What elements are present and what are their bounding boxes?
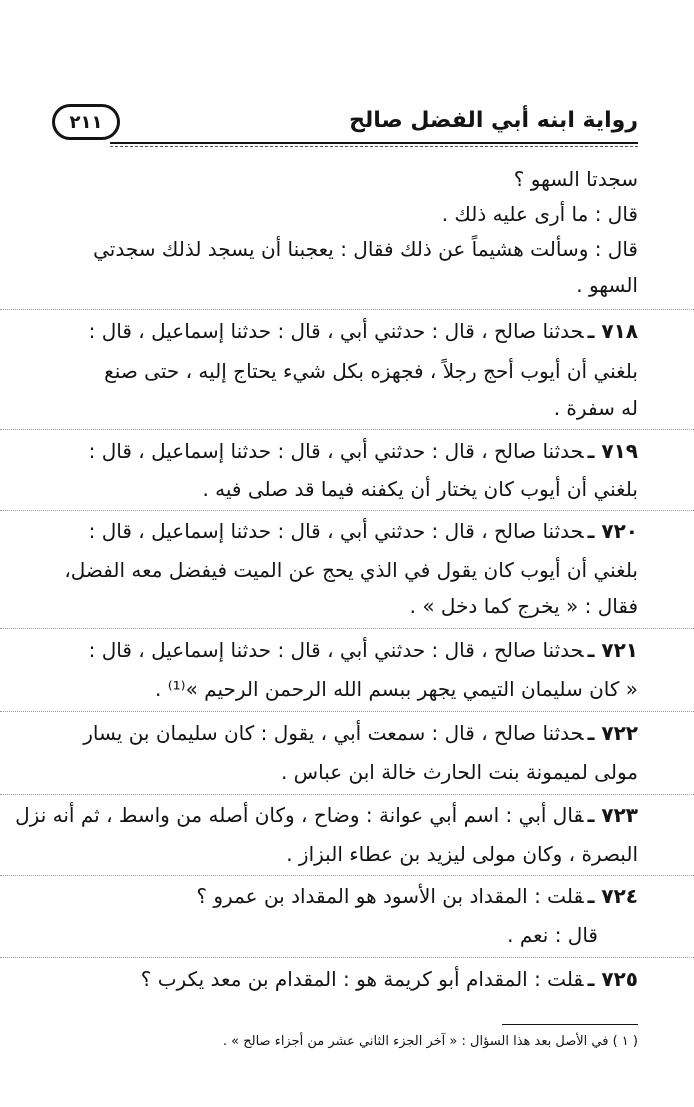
text-line: بلغني أن أيوب كان يختار أن يكفنه فيما قد صلى فيه . — [202, 477, 638, 501]
entry-first-line — [196, 881, 638, 911]
entry-separator — [0, 309, 694, 310]
text-line: قال : ما أرى عليه ذلك . — [441, 202, 638, 226]
entry-number: ٧٢٤ ـ — [587, 884, 638, 908]
entry-separator — [0, 957, 694, 958]
text-line: السهو . — [576, 273, 638, 297]
page-number-badge: ٢١١ — [52, 104, 120, 140]
text-line: له سفرة . — [553, 396, 638, 420]
text-line: بلغني أن أيوب أحج رجلاً ، فجهزه بكل شيء يحتاج إليه ، حتى صنع — [104, 359, 638, 383]
entry-number: ٧١٨ ـ — [587, 319, 638, 343]
entry-first-line — [89, 516, 638, 546]
entry-text: حدثنا صالح ، قال : سمعت أبي ، يقول : كان سليمان بن يسار — [83, 721, 584, 745]
entry-text: قلت : المقداد بن الأسود هو المقداد بن عمرو ؟ — [196, 884, 584, 908]
text-line: البصرة ، وكان مولى ليزيد بن عطاء البزاز . — [286, 842, 638, 866]
entry-separator — [0, 711, 694, 712]
entry-separator — [0, 510, 694, 511]
entry-first-line — [15, 800, 638, 830]
entry-separator — [0, 875, 694, 876]
entry-text: حدثنا صالح ، قال : حدثني أبي ، قال : حدثنا إسماعيل ، قال : — [88, 439, 584, 463]
entry-number: ٧٢٣ ـ — [587, 803, 638, 827]
text-line: فقال : « يخرج كما دخل » . — [409, 594, 638, 618]
text-line: مولى لميمونة بنت الحارث خالة ابن عباس . — [280, 760, 638, 784]
entry-number: ٧٢١ ـ — [587, 638, 638, 662]
entry-text: حدثنا صالح ، قال : حدثني أبي ، قال : حدثنا إسماعيل ، قال : — [88, 319, 584, 343]
header-rule — [110, 142, 638, 144]
entry-first-line — [83, 718, 638, 748]
entry-text: قلت : المقدام أبو كريمة هو : المقدام بن معد يكرب ؟ — [140, 967, 584, 991]
text-line: بلغني أن أيوب كان يقول في الذي يحج عن الميت فيفضل معه الفضل، — [64, 558, 638, 582]
entry-text: حدثنا صالح ، قال : حدثني أبي ، قال : حدثنا إسماعيل ، قال : — [88, 638, 584, 662]
footnote: ( ١ ) في الأصل بعد هذا السؤال : « آخر الجزء الثاني عشر من أجزاء صالح » . — [222, 1034, 638, 1049]
entry-text: قال أبي : اسم أبي عوانة : وضاح ، وكان أصله من واسط ، ثم أنه نزل — [15, 803, 584, 827]
text-line: قال : نعم . — [507, 923, 598, 947]
page-header — [52, 104, 638, 148]
entry-first-line — [89, 436, 638, 466]
entry-separator — [0, 794, 694, 795]
running-title: رواية ابنه أبي الفضل صالح — [349, 108, 638, 133]
footnote-rule — [502, 1024, 638, 1025]
entry-separator — [0, 628, 694, 629]
entry-first-line — [141, 964, 638, 994]
entry-number: ٧٢٥ ـ — [587, 967, 638, 991]
entry-number: ٧٢٠ ـ — [587, 519, 638, 543]
text-line: سجدتا السهو ؟ — [513, 167, 638, 191]
entry-first-line — [89, 316, 638, 346]
entry-text: حدثنا صالح ، قال : حدثني أبي ، قال : حدثنا إسماعيل ، قال : — [88, 519, 584, 543]
header-rule-dashed — [110, 146, 638, 147]
text-line: « كان سليمان التيمي يجهر ببسم الله الرحمن الرحيم »⁽¹⁾ . — [155, 677, 638, 701]
text-line: قال : وسألت هشيماً عن ذلك فقال : يعجبنا أن يسجد لذلك سجدتي — [93, 237, 638, 261]
entry-number: ٧١٩ ـ — [587, 439, 638, 463]
entry-separator — [0, 429, 694, 430]
entry-number: ٧٢٢ ـ — [587, 721, 638, 745]
entry-first-line — [89, 635, 638, 665]
